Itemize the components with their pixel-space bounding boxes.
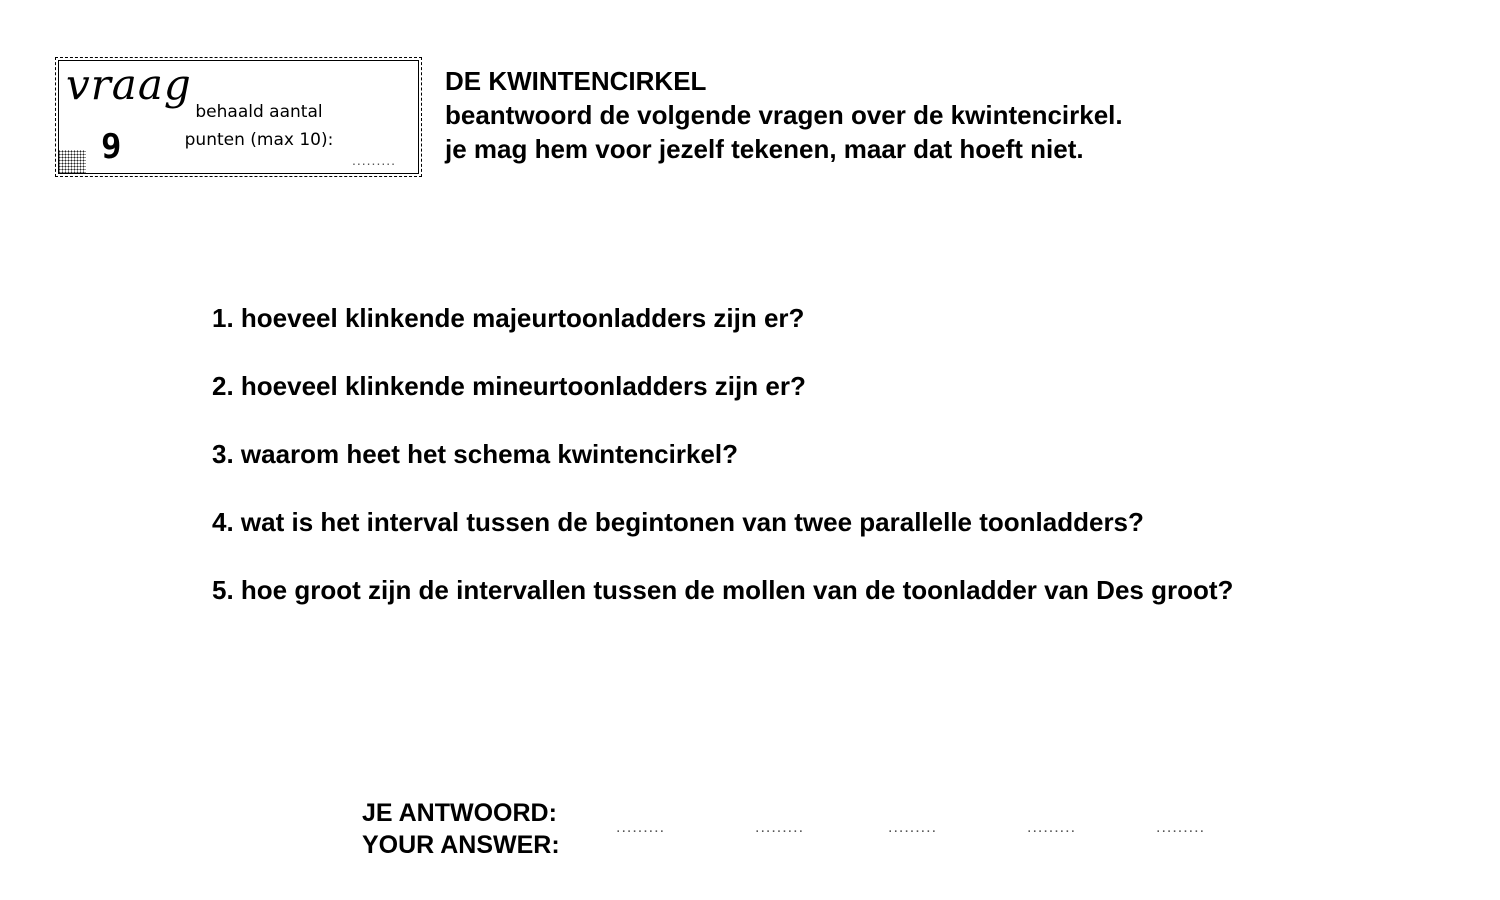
page-heading [445, 64, 1123, 166]
vraag-number: 9 [101, 127, 122, 167]
answer-field-3[interactable]: ......... [888, 819, 938, 836]
answer-labels [362, 797, 560, 861]
score-label-line2: punten (max 10): [184, 130, 334, 150]
answer-label-en: YOUR ANSWER: [362, 831, 560, 859]
question-4: 4. wat is het interval tussen de begintonen van twee parallelle toonladders? [212, 507, 1144, 537]
vraag-label: vraag [66, 60, 192, 109]
question-1: 1. hoeveel klinkende majeurtoonladders zijn er? [212, 303, 805, 333]
answer-field-1[interactable]: ......... [616, 819, 666, 836]
page-title: DE KWINTENCIRKEL [445, 66, 707, 96]
question-5: 5. hoe groot zijn de intervallen tussen de mollen van de toonladder van Des groot? [212, 575, 1234, 605]
score-label-line1: behaald aantal [195, 102, 323, 122]
score-label [184, 98, 334, 154]
instruction-line-2: je mag hem voor jezelf tekenen, maar dat hoeft niet. [445, 134, 1084, 164]
question-2: 2. hoeveel klinkende mineurtoonladders zijn er? [212, 371, 806, 401]
question-list [212, 300, 1233, 640]
score-input[interactable]: ......... [352, 152, 397, 168]
answer-field-2[interactable]: ......... [755, 819, 805, 836]
score-box [55, 57, 422, 177]
corner-pattern [58, 150, 86, 174]
question-3: 3. waarom heet het schema kwintencirkel? [212, 439, 738, 469]
answer-field-5[interactable]: ......... [1156, 819, 1206, 836]
answer-label-nl: JE ANTWOORD: [362, 799, 557, 827]
instruction-line-1: beantwoord de volgende vragen over de kwintencirkel. [445, 100, 1123, 130]
answer-field-4[interactable]: ......... [1027, 819, 1077, 836]
